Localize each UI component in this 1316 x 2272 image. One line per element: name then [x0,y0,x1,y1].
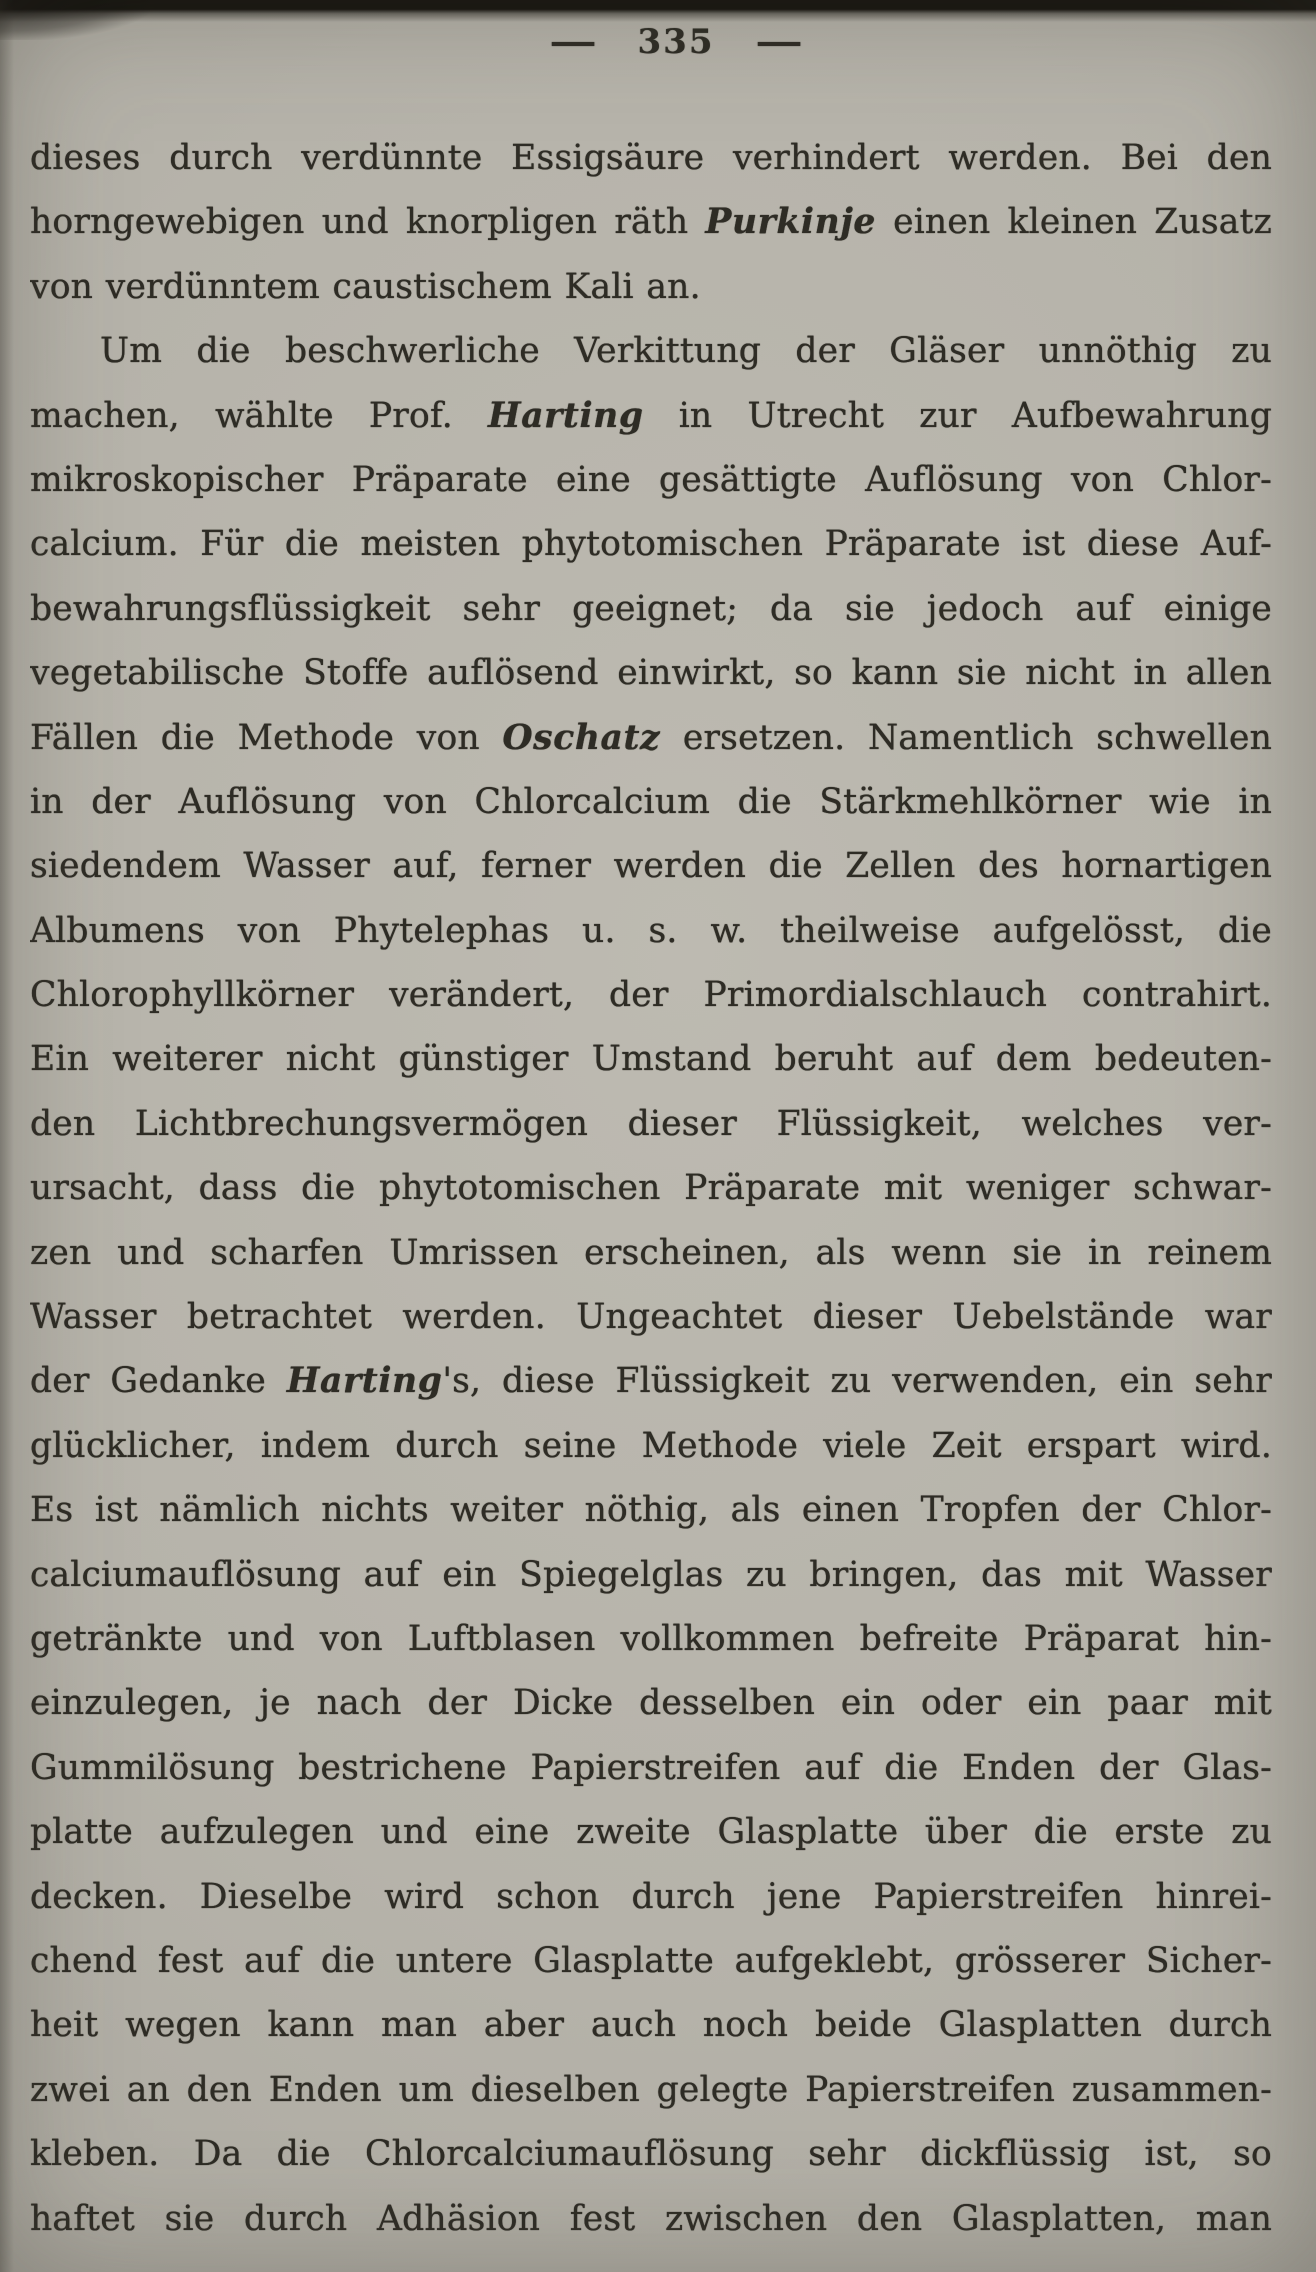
text-run: der Gedanke [30,1361,287,1402]
text-run: mikroskopischer Präparate eine gesättigte Auflösung von Chlor- [30,459,1272,500]
text-run: calciumauflösung auf ein Spiegelglas zu bringen, das mit Wasser [30,1554,1272,1595]
text-line [30,448,1272,512]
text-line [30,1993,1272,2057]
text-line [30,190,1272,254]
text-line [30,1736,1272,1800]
text-line [30,512,1272,576]
text-line [30,1092,1272,1156]
scan-edge-top [0,0,1316,22]
text-line [30,834,1272,898]
text-run: ersetzen. Namentlich schwellen [660,717,1272,758]
text-run: Albumens von Phytelephas u. s. w. theilweise aufgelösst, die [30,910,1272,951]
text-line [30,1607,1272,1671]
text-run: zwei an den Enden um dieselben gelegte Papierstreifen zusammen- [30,2069,1272,2110]
page-number: 335 [637,22,715,62]
text-line [30,1929,1272,1993]
text-run: machen, wählte Prof. [30,395,488,436]
text-line [30,2058,1272,2122]
text-run: Wasser betrachtet werden. Ungeachtet dieser Uebelstände war [30,1297,1272,1338]
text-run: ursacht, dass die phytotomischen Präparate mit weniger schwar- [30,1168,1272,1209]
text-run: Ein weiterer nicht günstiger Umstand beruht auf dem bedeuten- [30,1039,1272,1080]
text-line [30,1221,1272,1285]
text-line [30,1478,1272,1542]
body-text [30,126,1272,2251]
text-line [30,770,1272,834]
text-run-emphasis: Harting [488,395,644,436]
text-line [30,384,1272,448]
text-line [30,1800,1272,1864]
text-run: kleben. Da die Chlorcalciumauflösung sehr dickflüssig ist, so [30,2134,1272,2175]
text-run: Es ist nämlich nichts weiter nöthig, als einen Tropfen der Chlor- [30,1490,1272,1531]
text-line [30,1027,1272,1091]
text-run-emphasis: Purkinje [705,202,876,243]
text-run: Chlorophyllkörner verändert, der Primordialschlauch contrahirt. [30,975,1272,1016]
text-run: heit wegen kann man aber auch noch beide Glasplatten durch [30,2005,1272,2046]
text-run: horngewebigen und knorpligen räth [30,202,706,243]
text-run: zen und scharfen Umrissen erscheinen, als wenn sie in reinem [30,1232,1272,1273]
text-line [30,1671,1272,1735]
text-run: den Lichtbrechungsvermögen dieser Flüssigkeit, welches ver- [30,1103,1272,1144]
text-line [30,1543,1272,1607]
text-line [30,1865,1272,1929]
text-run: vegetabilische Stoffe auflösend einwirkt, so kann sie nicht in allen [30,653,1272,694]
text-run-emphasis: Harting [286,1361,443,1402]
text-run: getränkte und von Luftblasen vollkommen befreite Präparat hin- [30,1618,1272,1659]
text-run: von verdünntem caustischem Kali an. [30,266,701,307]
text-run: haftet sie durch Adhäsion fest zwischen den Glasplatten, man [30,2198,1272,2239]
text-line [30,1414,1272,1478]
text-line [30,899,1272,963]
text-line [30,319,1272,383]
text-line [30,577,1272,641]
text-run: siedendem Wasser auf, ferner werden die Zellen des hornartigen [30,846,1272,887]
text-run: 's, diese Flüssigkeit zu verwenden, ein sehr [442,1361,1272,1402]
text-line [30,963,1272,1027]
scan-edge-left [0,0,14,2272]
text-line [30,2187,1272,2251]
text-run: in Utrecht zur Aufbewahrung [643,395,1272,436]
text-run: einzulegen, je nach der Dicke desselben ein oder ein paar mit [30,1683,1272,1724]
text-run: dieses durch verdünnte Essigsäure verhindert werden. Bei den [30,138,1272,178]
text-run: glücklicher, indem durch seine Methode viele Zeit erspart wird. [30,1425,1272,1466]
text-run: chend fest auf die untere Glasplatte aufgeklebt, grösserer Sicher- [30,1940,1272,1981]
text-run: decken. Dieselbe wird schon durch jene Papierstreifen hinrei- [30,1876,1272,1917]
text-run: Fällen die Methode von [30,717,503,758]
text-line [30,1349,1272,1413]
header-left-dash: — [548,22,597,62]
text-line [30,2122,1272,2186]
text-run: in der Auflösung von Chlorcalcium die Stärkmehlkörner wie in [30,781,1272,822]
header-right-dash: — [755,22,804,62]
text-run: platte aufzulegen und eine zweite Glasplatte über die erste zu [30,1812,1272,1853]
text-run: Um die beschwerliche Verkittung der Gläser unnöthig zu [100,331,1272,372]
text-run: Gummilösung bestrichene Papierstreifen auf die Enden der Glas- [30,1747,1272,1788]
text-run-emphasis: Oschatz [502,717,661,758]
text-line [30,255,1272,319]
text-line [30,1156,1272,1220]
text-line [30,706,1272,770]
text-run: calcium. Für die meisten phytotomischen Präparate ist diese Auf- [30,524,1272,565]
text-line [30,1285,1272,1349]
text-line [30,641,1272,705]
text-run: bewahrungsflüssigkeit sehr geeignet; da sie jedoch auf einige [30,588,1272,629]
text-line [30,126,1272,190]
page-header [18,22,1316,62]
text-run: einen kleinen Zusatz [875,202,1272,243]
